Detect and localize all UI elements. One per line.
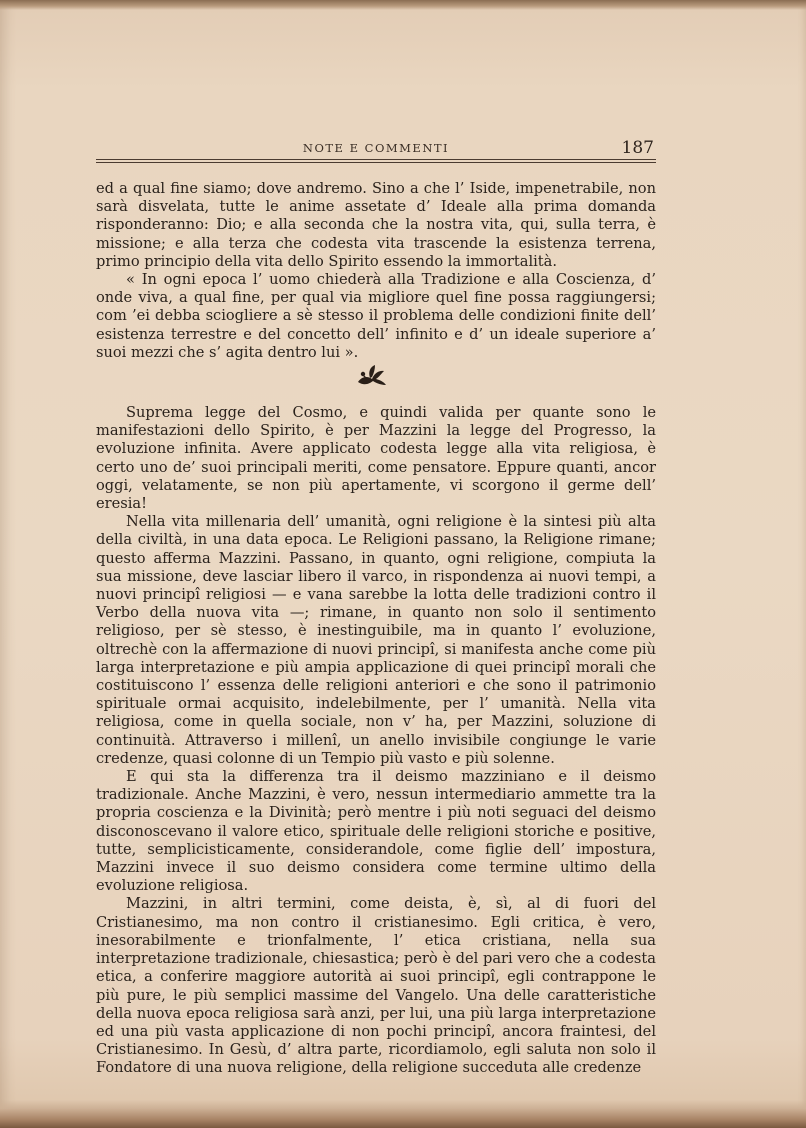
paragraph: Nella vita millenaria dell’ umanità, ogni religione è la sintesi più alta della civiltà, in una data epoca. Le Religioni passano, la Religione rimane; questo afferma Mazzini. Passano, in quanto, ogni religione, compiuta la sua missione, deve lasciar libero il varco, in rispondenza ai nuovi tempi, a nuovi principî religiosi — e vana sarebbe la lotta delle tradizioni contro il Verbo della nuova vita —; rimane, in quanto non solo il sentimento religioso, per sè stesso, è inestinguibile, ma in quanto l’ evoluzione, oltrechè con la affermazione di nuovi principî, si manifesta anche come più larga interpretazione e più ampia applicazione di quei principî morali che costituiscono l’ essenza delle religioni anteriori e che sono il patrimonio spirituale ormai acquisito, indelebilmente, per l’ umanità. Nella vita religiosa, come in quella sociale, non v’ ha, per Mazzini, soluzione di continuità. Attraverso i millenî, un anello invisibile congiunge le varie credenze, quasi colonne di un Tempio più vasto e più solenne.	[96, 513, 656, 767]
text-block-main	[96, 404, 656, 1078]
text-block-top	[96, 180, 656, 362]
paragraph: Mazzini, in altri termini, come deista, è, sì, al di fuori del Cristianesimo, ma non contro il cristianesimo. Egli critica, è vero, inesorabilmente e trionfalmente, l’ etica cristiana, nella sua interpretazione tradizionale, chiesastica; però è del pari vero che a codesta etica, a conferire maggiore autorità ai suoi principî, egli contrappone le più pure, le più semplici massime del Vangelo. Una delle caratteristiche della nuova epoca religiosa sarà anzi, per lui, una più larga interpretazione ed una più vasta applicazione di non pochi principî, ancora fraintesi, del Cristianesimo. In Gesù, d’ altra parte, ricordiamolo, egli saluta non solo il Fondatore di una nuova religione, della religione succeduta alle credenze	[96, 895, 656, 1077]
page-header	[96, 138, 656, 168]
quotation-paragraph: « In ogni epoca l’ uomo chiederà alla Tradizione e alla Coscienza, d’ onde viva, a qual fine, per qual via migliore quel fine possa raggiungersi; com ’ei debba sciogliere a sè stesso il problema delle condizioni finite dell’ esistenza terrestre e del concetto dell’ infinito e d’ un ideale superiore a’ suoi mezzi che s’ agita dentro lui ».	[96, 271, 656, 361]
paragraph: Suprema legge del Cosmo, e quindi valida per quante sono le manifestazioni dello Spirito, è per Mazzini la legge del Progresso, la evoluzione infinita. Avere applicato codesta legge alla vita religiosa, è certo uno de’ suoi principali meriti, come pensatore. Eppure quanti, ancor oggi, velatamente, se non più apertamente, vi scorgono il germe dell’ eresia!	[96, 404, 656, 513]
fleuron-icon	[354, 362, 390, 388]
running-head: NOTE E COMMENTI	[302, 141, 450, 155]
paragraph: ed a qual fine siamo; dove andremo. Sino a che l’ Iside, impenetrabile, non sarà disvelata, tutte le anime assetate d’ Ideale alla prima domanda risponderanno: Dio; e alla seconda che la nostra vita, qui, sulla terra, è missione; e alla terza che codesta vita trascende la esistenza terrena, primo principio della vita dello Spirito essendo la immortalità.	[96, 180, 656, 270]
page-bottom-edge	[0, 1100, 806, 1128]
page-top-edge	[0, 0, 806, 10]
paragraph: E qui sta la differenza tra il deismo mazziniano e il deismo tradizionale. Anche Mazzini, è vero, nessun intermediario ammette tra la propria coscienza e la Divinità; però mentre i più noti seguaci del deismo disconoscevano il valore etico, spirituale delle religioni storiche e positive, tutte, semplicisticamente, considerandole, come figlie dell’ impostura, Mazzini invece il suo deismo considera come termine ultimo della evoluzione religiosa.	[96, 768, 656, 895]
header-rule	[96, 159, 656, 160]
header-rule-double	[96, 162, 656, 163]
page-number: 187	[621, 138, 654, 158]
